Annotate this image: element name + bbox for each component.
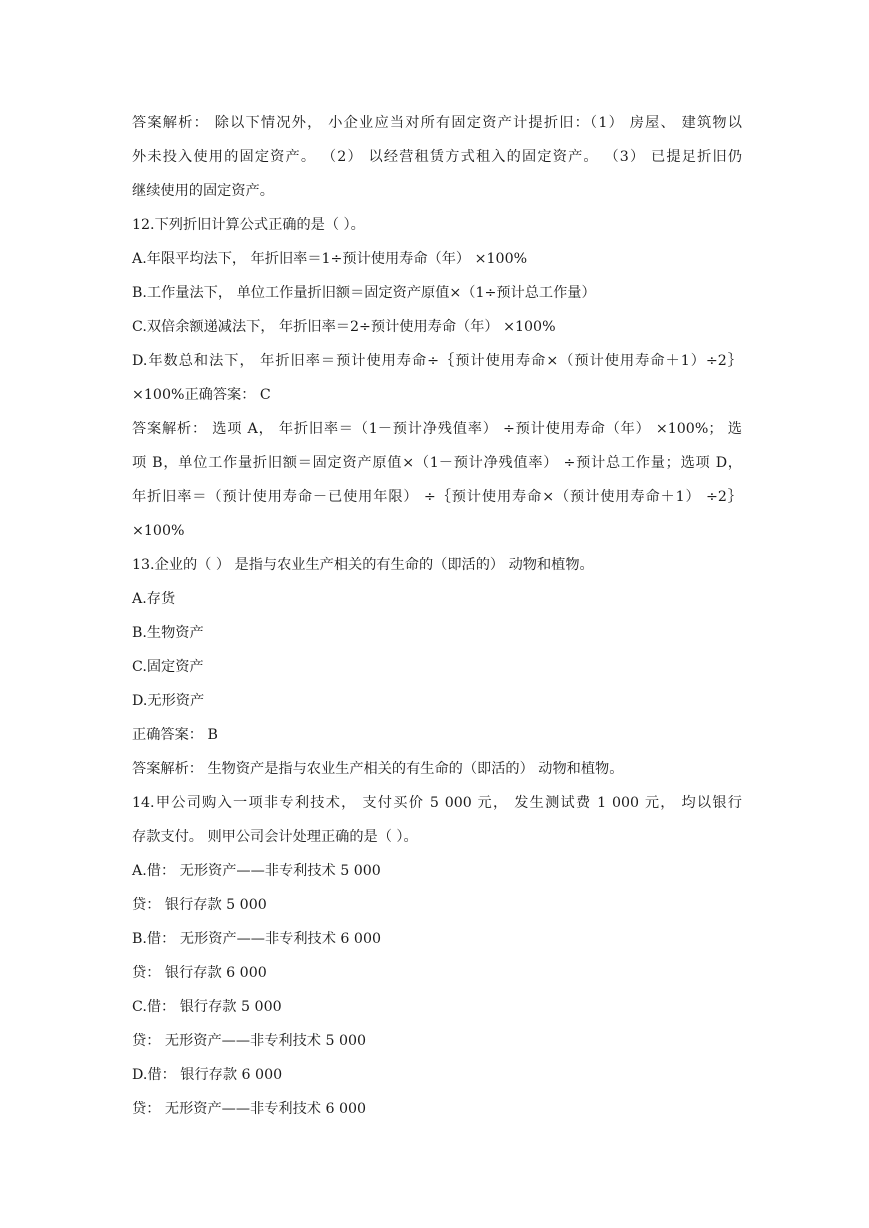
q11-analysis-line-2: 外未投入使用的固定资产。 （2） 以经营租赁方式租入的固定资产。 （3） 已提足折旧仍 [132,149,742,165]
q13-question: 13.企业的（ ） 是指与农业生产相关的有生命的（即活的） 动物和植物。 [132,557,594,573]
q11-analysis-line-1: 答案解析： 除以下情况外， 小企业应当对所有固定资产计提折旧：（1） 房屋、 建筑物以 [132,115,742,131]
q13-analysis: 答案解析： 生物资产是指与农业生产相关的有生命的（即活的） 动物和植物。 [132,761,624,777]
q13-option-d: D.无形资产 [132,693,205,709]
q12-analysis-line-4: ×100% [132,523,185,539]
q14-option-b-debit: B.借： 无形资产——非专利技术 6 000 [132,931,382,947]
q12-option-b: B.工作量法下， 单位工作量折旧额＝固定资产原值×（1÷预计总工作量） [132,285,596,301]
q14-option-b-credit: 贷： 银行存款 6 000 [132,965,267,981]
q14-option-c-debit: C.借： 银行存款 5 000 [132,999,282,1015]
q12-analysis-line-3: 年折旧率＝（预计使用寿命－已使用年限） ÷｛预计使用寿命×（预计使用寿命＋1） ÷2｝ [132,489,742,505]
q11-analysis-line-3: 继续使用的固定资产。 [132,183,274,199]
q12-option-d-line-1: D.年数总和法下， 年折旧率＝预计使用寿命÷｛预计使用寿命×（预计使用寿命＋1）÷2｝ [132,353,742,369]
q14-question-line-2: 存款支付。 则甲公司会计处理正确的是（ ）。 [132,829,418,845]
q14-option-d-debit: D.借： 银行存款 6 000 [132,1067,283,1083]
q13-option-b: B.生物资产 [132,625,204,641]
q13-answer: 正确答案： B [132,727,218,743]
q14-option-a-debit: A.借： 无形资产——非专利技术 5 000 [132,863,381,879]
q14-option-d-credit: 贷： 无形资产——非专利技术 6 000 [132,1101,367,1117]
q14-option-c-credit: 贷： 无形资产——非专利技术 5 000 [132,1033,367,1049]
q12-option-d-line-2: ×100%正确答案： C [132,387,271,403]
q13-option-c: C.固定资产 [132,659,204,675]
q12-option-c: C.双倍余额递减法下， 年折旧率＝2÷预计使用寿命（年） ×100% [132,319,556,335]
q12-analysis-line-2: 项 B，单位工作量折旧额＝固定资产原值×（1－预计净残值率） ÷预计总工作量；选项 D， [132,455,742,471]
q12-analysis-line-1: 答案解析： 选项 A， 年折旧率＝（1－预计净残值率） ÷预计使用寿命（年） ×100%； 选 [132,421,742,437]
q13-option-a: A.存货 [132,591,176,607]
q12-question: 12.下列折旧计算公式正确的是（ ）。 [132,217,365,233]
q14-question-line-1: 14.甲公司购入一项非专利技术， 支付买价 5 000 元， 发生测试费 1 000 元， 均以银行 [132,795,742,811]
q14-option-a-credit: 贷： 银行存款 5 000 [132,897,267,913]
q12-option-a: A.年限平均法下， 年折旧率＝1÷预计使用寿命（年） ×100% [132,251,528,267]
